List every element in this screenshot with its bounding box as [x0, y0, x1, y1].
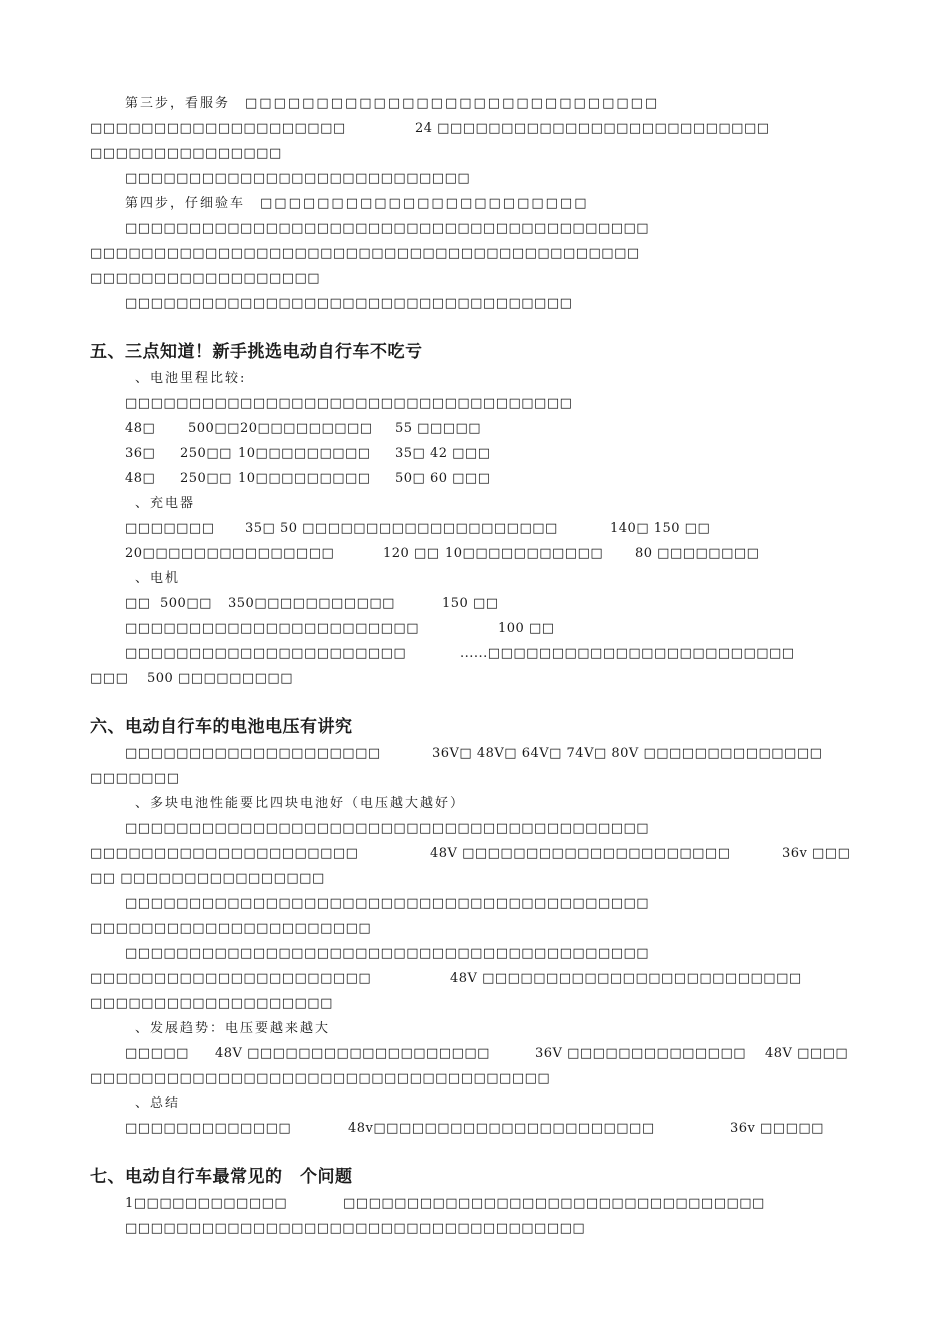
text-fragment: 48V □□□□□□□□□□□□□□□□□□□□□ [430, 846, 731, 861]
subsection-label: 第三步，看服务 □□□□□□□□□□□□□□□□□□□□□□□□□□□□□ [125, 96, 660, 111]
text-fragment: 100 □□ [498, 621, 555, 636]
subsection-label: 、发展趋势：电压要越来越大 [135, 1021, 331, 1036]
text-fragment: □□□□□□□□□□□□□□□□□□□□□□□□□□□□□□□□□□□□□□□□□ [125, 946, 650, 961]
text-fragment: 10□□□□□□□□□ [238, 446, 371, 461]
text-fragment: □□□□□□□□□□□□□□□□□□□□□□□□□□□□□□□□□ [343, 1196, 765, 1211]
text-fragment: □□□□□□□□□□□□□□□□□□□□□ [90, 846, 359, 861]
subsection-label: 、总结 [135, 1096, 181, 1111]
text-fragment: 20□□□□□□□□□□□□□□□ [125, 546, 335, 561]
text-fragment: □□□□□□□ [90, 771, 180, 786]
text-fragment: 48□ [125, 421, 156, 436]
text-fragment: □□□□□□□□□□□□□□□□□□□□□□□□□□□□□□□□□□□□□□□□□ [125, 821, 650, 836]
text-fragment: 80 □□□□□□□□ [635, 546, 760, 561]
text-fragment: 48v□□□□□□□□□□□□□□□□□□□□□□ [348, 1121, 655, 1136]
subsection-label: 、电池里程比较: [135, 371, 247, 386]
text-fragment: □□□□□□□□□□□□□□□□□□□□□□□□□□□□□□□□□□□□□□□□□ [125, 221, 650, 236]
text-fragment: □□□□□□□□□□□□□□□□□□□□□□□□□□□□□□□□□□□ [125, 296, 573, 311]
text-fragment: □□□□□□□□□□□□□□□□□□□□ [125, 746, 381, 761]
text-fragment: □□□□□□□□□□□□□□□ [90, 146, 282, 161]
text-fragment: 48V □□□□□□□□□□□□□□□□□□□ [215, 1046, 490, 1061]
text-fragment: □□□□□□□□□□□□□ [125, 1121, 292, 1136]
text-fragment: □□□□□□□□□□□□□□□□□□□□□□□□□□□ [125, 171, 471, 186]
text-fragment: □□□□□□□□□□□□□□□□□□ [90, 271, 321, 286]
text-fragment: □□□ [90, 671, 129, 686]
text-fragment: 48V □□□□ [765, 1046, 849, 1061]
text-fragment: □□□□□□□□□□□□□□□□□□□□□□□□□□□□□□□□□□□□□□□□□ [125, 896, 650, 911]
text-fragment: 250□□ [180, 471, 232, 486]
text-fragment: □□□□□□□□□□□□□□□□□□□□ [90, 121, 346, 136]
text-fragment: 10□□□□□□□□□ [238, 471, 371, 486]
subsection-label: 第四步，仔细验车 □□□□□□□□□□□□□□□□□□□□□□□ [125, 196, 589, 211]
text-fragment: □□□□□□□□□□□□□□□□□□□□□□□□□□□□□□□□□□□□□□□□□□□ [90, 246, 640, 261]
text-fragment: □□□□□□□ [125, 521, 215, 536]
section-heading: 六、电动自行车的电池电压有讲究 [90, 717, 353, 737]
text-fragment: 36□ [125, 446, 156, 461]
text-fragment: 1□□□□□□□□□□□□ [125, 1196, 288, 1211]
text-fragment: 36V□ 48V□ 64V□ 74V□ 80V □□□□□□□□□□□□□□ [432, 746, 823, 761]
text-fragment: 350□□□□□□□□□□□ [228, 596, 395, 611]
text-fragment: 36v □□□ [782, 846, 851, 861]
text-fragment: □□□□□ [125, 1046, 189, 1061]
text-fragment: □□ [125, 596, 151, 611]
text-fragment: □□□□□□□□□□□□□□□□□□□□□□□□□□□□□□□□□□□ [125, 396, 573, 411]
text-fragment: □□ □□□□□□□□□□□□□□□□ [90, 871, 325, 886]
text-fragment: 20□□□□□□□□□ [240, 421, 373, 436]
text-fragment: 150 □□ [442, 596, 499, 611]
text-fragment: ......□□□□□□□□□□□□□□□□□□□□□□□□ [460, 646, 795, 661]
text-fragment: 36v □□□□□ [730, 1121, 824, 1136]
section-heading: 七、电动自行车最常见的 个问题 [90, 1167, 353, 1187]
text-fragment: 35□ 42 □□□ [395, 446, 491, 461]
subsection-label: 、多块电池性能要比四块电池好（电压越大越好） [135, 796, 466, 811]
text-fragment: □□□□□□□□□□□□□□□□□□□ [90, 996, 333, 1011]
text-fragment: 250□□ [180, 446, 232, 461]
text-fragment: □□□□□□□□□□□□□□□□□□□□□□ [125, 646, 407, 661]
text-fragment: 48V □□□□□□□□□□□□□□□□□□□□□□□□□ [450, 971, 802, 986]
text-fragment: 36V □□□□□□□□□□□□□□ [535, 1046, 747, 1061]
text-fragment: □□□□□□□□□□□□□□□□□□□□□□□□□□□□□□□□□□□□ [90, 1071, 551, 1086]
text-fragment: 55 □□□□□ [395, 421, 482, 436]
text-fragment: 10□□□□□□□□□□□ [445, 546, 604, 561]
text-fragment: □□□□□□□□□□□□□□□□□□□□□□□ [125, 621, 420, 636]
subsection-label: 、充电器 [135, 496, 196, 511]
text-fragment: 140□ 150 □□ [610, 521, 711, 536]
text-fragment: □□□□□□□□□□□□□□□□□□□□□□□□□□□□□□□□□□□□ [125, 1221, 586, 1236]
text-fragment: 24 □□□□□□□□□□□□□□□□□□□□□□□□□□ [415, 121, 770, 136]
text-fragment: □□□□□□□□□□□□□□□□□□□□□□ [90, 971, 372, 986]
text-fragment: 500 □□□□□□□□□ [147, 671, 293, 686]
subsection-label: 、电机 [135, 571, 181, 586]
text-fragment: 48□ [125, 471, 156, 486]
text-fragment: 120 □□ [383, 546, 440, 561]
section-heading: 五、三点知道！新手挑选电动自行车不吃亏 [90, 342, 423, 362]
text-fragment: 35□ 50 □□□□□□□□□□□□□□□□□□□□ [245, 521, 558, 536]
text-fragment: 500□□ [160, 596, 212, 611]
text-fragment: 500□□ [188, 421, 240, 436]
text-fragment: □□□□□□□□□□□□□□□□□□□□□□ [90, 921, 372, 936]
text-fragment: 50□ 60 □□□ [395, 471, 491, 486]
